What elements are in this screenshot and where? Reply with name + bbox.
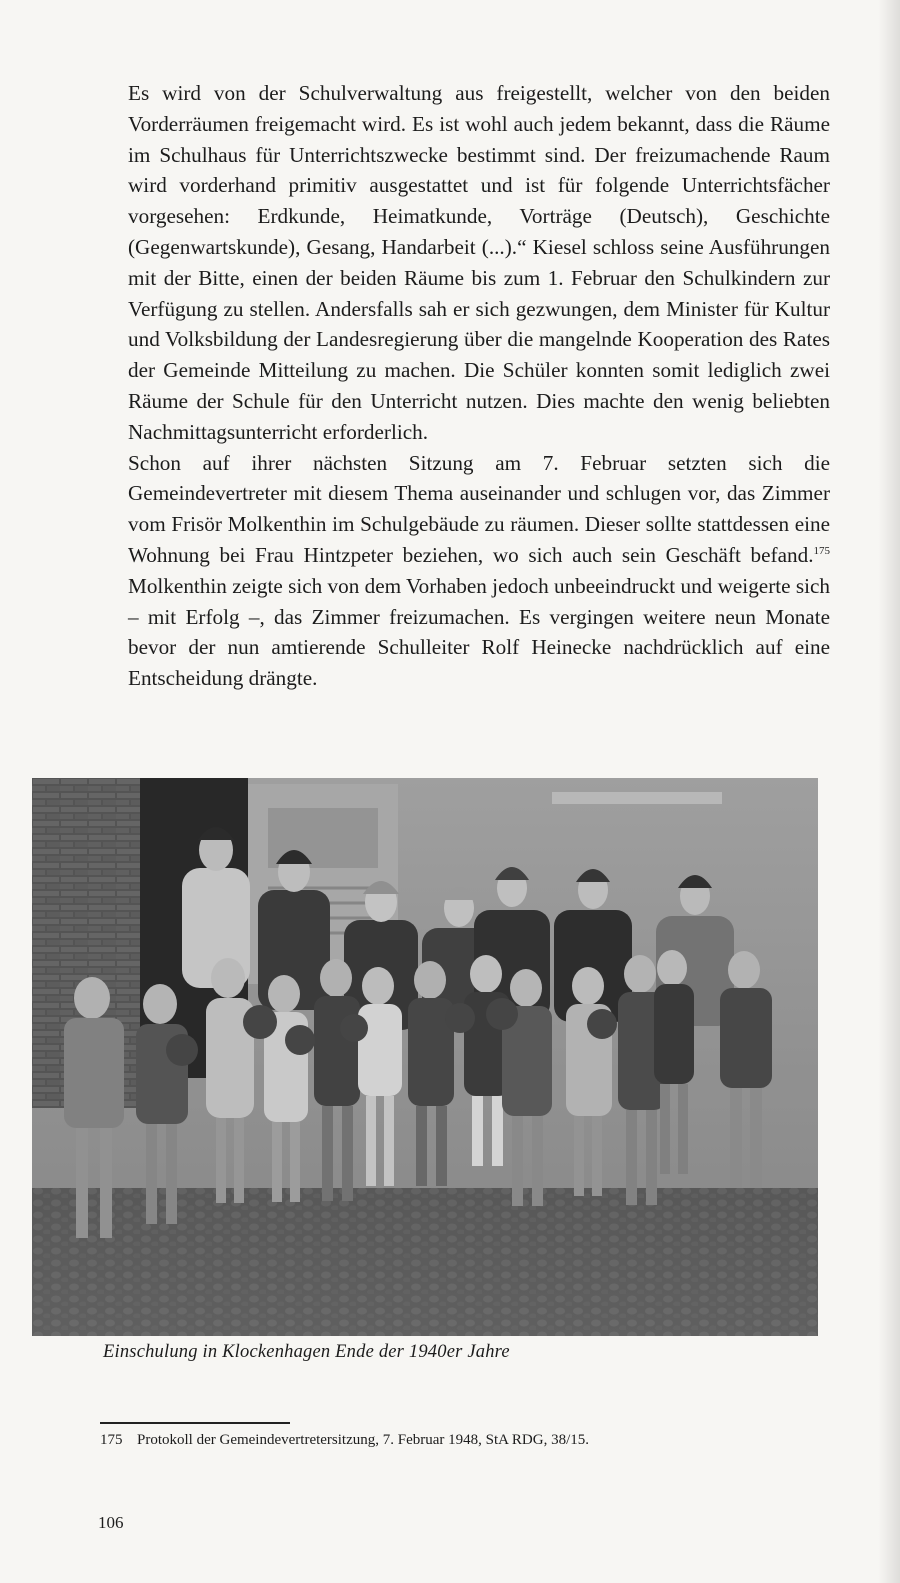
footnote bbox=[100, 1430, 589, 1450]
paragraph-2-start: Schon auf ihrer nächsten Sitzung am 7. Februar setzten sich die Gemeindevertreter mit diesem Thema auseinander und schlugen vor, das Zimmer vom Frisör Molkenthin im Schulgebäude zu räumen. Dieser sollte stattdessen eine Wohnung bei Frau Hintzpeter beziehen, wo sich auch sein Geschäft befand. bbox=[128, 450, 830, 567]
paragraph-2 bbox=[128, 448, 830, 694]
figure-caption: Einschulung in Klockenhagen Ende der 1940er Jahre bbox=[103, 1342, 510, 1362]
paragraph-1: Es wird von der Schulverwaltung aus freigestellt, welcher von den beiden Vorderräumen freigemacht wird. Es ist wohl auch jedem bekannt, dass die Räume im Schulhaus für Unterrichtszwecke bestimmt sind. Der freizumachende Raum wird vorderhand primitiv ausgestattet und ist für folgende Unterrichtsfächer vorgesehen: Erdkunde, Heimatkunde, Vorträge (Deutsch), Geschichte (Gegenwartskunde), Gesang, Handarbeit (...).“ Kiesel schloss seine Ausführungen mit der Bitte, einen der beiden Räume bis zum 1. Februar den Schulkindern zur Verfügung zu stellen. Andersfalls sah er sich gezwungen, dem Minister für Kultur und Volksbildung der Landesregierung über die mangelnde Kooperation des Rates der Gemeinde Mitteilung zu machen. Die Schüler konnten somit lediglich zwei Räume der Schule für den Unterricht nutzen. Dies machte den wenig beliebten Nachmittagsunterricht erforderlich. bbox=[128, 81, 830, 444]
page-number: 106 bbox=[98, 1513, 124, 1532]
paragraph-2-end: Molkenthin zeigte sich von dem Vorhaben jedoch unbeeindruckt und weigerte sich – mit Erfolg –, das Zimmer freizumachen. Es vergingen weitere neun Monate bevor der nun amtierende Schulleiter Rolf Heinecke nachdrücklich auf eine Entscheidung drängte. bbox=[128, 573, 830, 691]
footnote-text: Protokoll der Gemeindevertretersitzung, 7. Februar 1948, StA RDG, 38/15. bbox=[137, 1432, 590, 1448]
page-edge-shadow bbox=[878, 0, 900, 1583]
body-text bbox=[128, 78, 830, 694]
footnote-separator bbox=[100, 1422, 290, 1424]
footnote-reference[interactable]: 175 bbox=[813, 544, 830, 557]
photo-drawing bbox=[32, 778, 818, 1336]
footnote-number: 175 bbox=[100, 1432, 123, 1448]
school-enrollment-photo bbox=[32, 778, 818, 1336]
